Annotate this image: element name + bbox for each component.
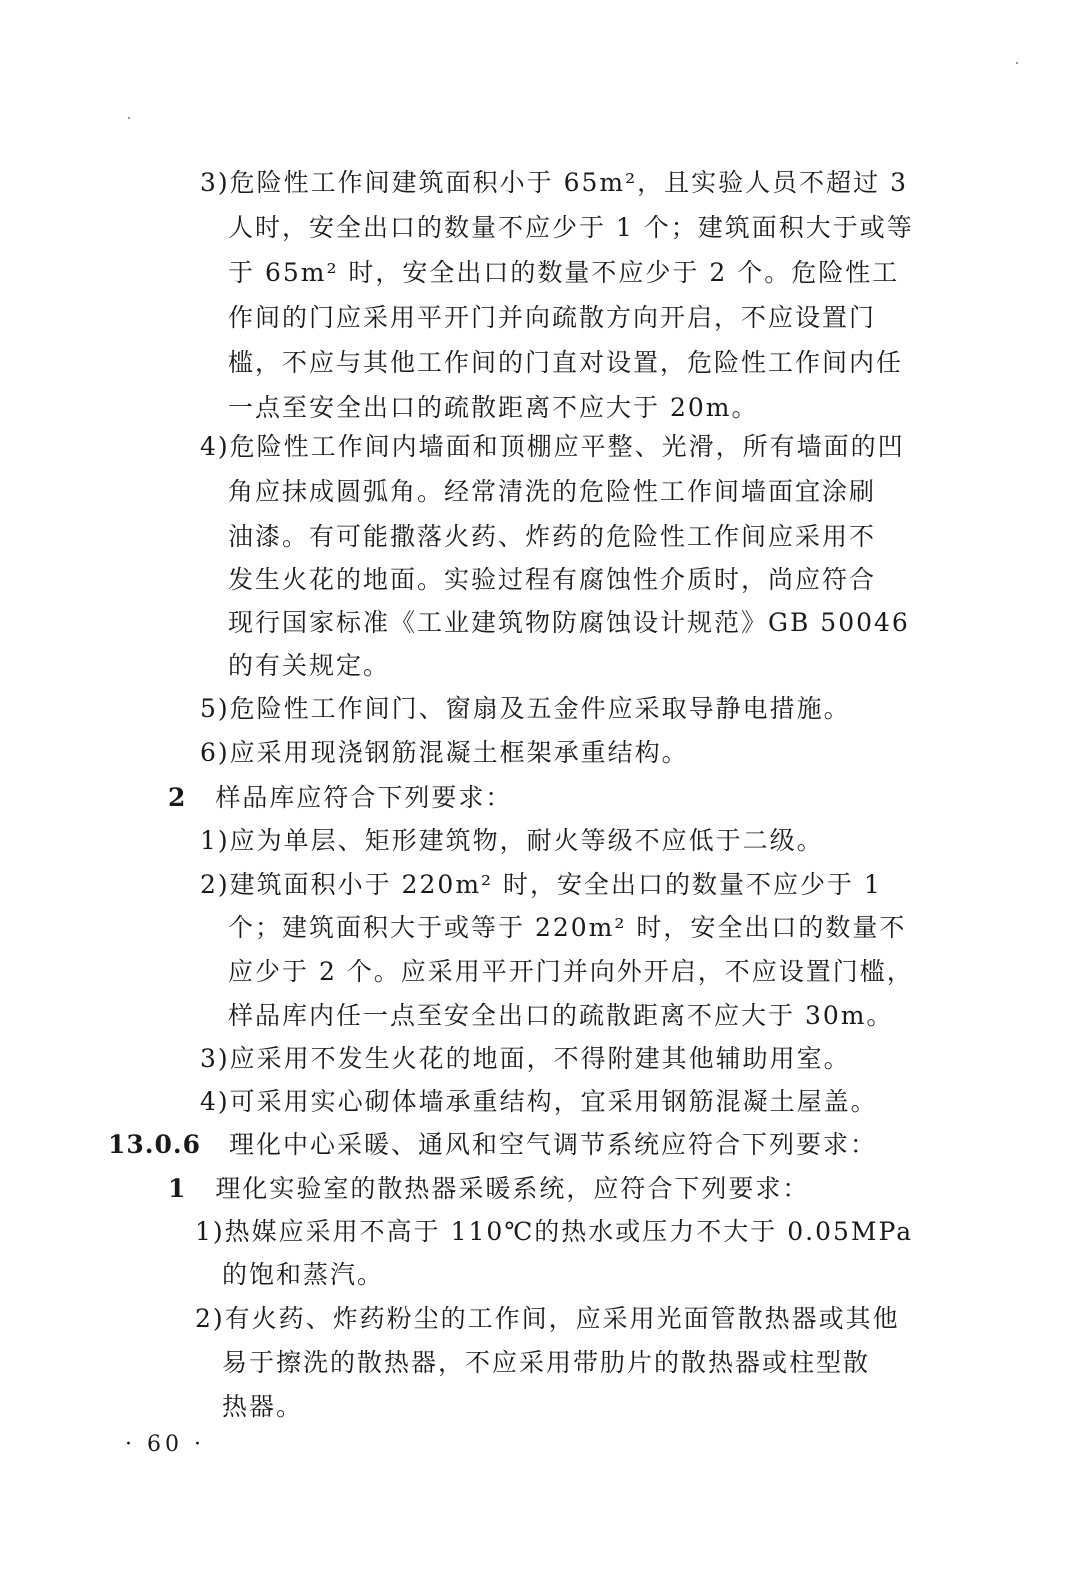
item-number: 2 [168,783,188,812]
item-text: 样品库应符合下列要求： [215,783,513,812]
text-line: 角应抹成圆弧角。经常清洗的危险性工作间墙面宜涂刷 [228,477,877,506]
text-line: 个；建筑面积大于或等于 220m² 时，安全出口的数量不 [228,913,907,942]
scan-speck [1016,62,1018,64]
page-number: · 60 · [125,1432,205,1457]
text-line: 热器。 [222,1392,304,1421]
section-title: 理化中心采暖、通风和空气调节系统应符合下列要求： [228,1130,877,1159]
text-line: 油漆。有可能撒落火药、炸药的危险性工作间应采用不 [228,522,877,551]
scan-speck [128,117,130,119]
text-line: 发生火花的地面。实验过程有腐蚀性介质时，尚应符合 [228,565,877,594]
text-line: 4)危险性工作间内墙面和顶棚应平整、光滑，所有墙面的凹 [200,432,905,461]
text-line: 6)应采用现浇钢筋混凝土框架承重结构。 [200,738,689,767]
text-line: 应少于 2 个。应采用平开门并向外开启，不应设置门槛， [228,957,914,986]
text-line: 3)危险性工作间建筑面积小于 65m²，且实验人员不超过 3 [200,168,908,197]
section-heading [108,1128,877,1162]
clause-item-2 [168,781,512,815]
section-number: 13.0.6 [108,1130,201,1159]
text-line: 样品库内任一点至安全出口的疏散距离不应大于 30m。 [228,1001,894,1030]
text-line: 槛，不应与其他工作间的门直对设置，危险性工作间内任 [228,348,904,377]
item-number: 1 [168,1174,188,1203]
text-line: 作间的门应采用平开门并向疏散方向开启，不应设置门 [228,303,877,332]
text-line: 易于擦洗的散热器，不应采用带肋片的散热器或柱型散 [222,1348,871,1377]
text-line: 的饱和蒸汽。 [222,1260,385,1289]
text-line: 3)应采用不发生火花的地面，不得附建其他辅助用室。 [200,1044,851,1073]
text-line: 1)应为单层、矩形建筑物，耐火等级不应低于二级。 [200,826,824,855]
text-line: 2)建筑面积小于 220m² 时，安全出口的数量不应少于 1 [200,870,882,899]
text-line: 一点至安全出口的疏散距离不应大于 20m。 [228,393,759,422]
item-text: 理化实验室的散热器采暖系统，应符合下列要求： [215,1174,810,1203]
text-line: 1)热媒应采用不高于 110℃的热水或压力不大于 0.05MPa [195,1217,914,1246]
text-line: 人时，安全出口的数量不应少于 1 个；建筑面积大于或等 [228,213,914,242]
text-line: 现行国家标准《工业建筑物防腐蚀设计规范》GB 50046 [228,608,910,637]
clause-item-1 [168,1172,809,1206]
text-line: 的有关规定。 [228,651,391,680]
text-line: 2)有火药、炸药粉尘的工作间，应采用光面管散热器或其他 [195,1304,900,1333]
text-line: 于 65m² 时，安全出口的数量不应少于 2 个。危险性工 [228,258,900,287]
text-line: 5)危险性工作间门、窗扇及五金件应采取导静电措施。 [200,694,851,723]
text-line: 4)可采用实心砌体墙承重结构，宜采用钢筋混凝土屋盖。 [200,1087,878,1116]
